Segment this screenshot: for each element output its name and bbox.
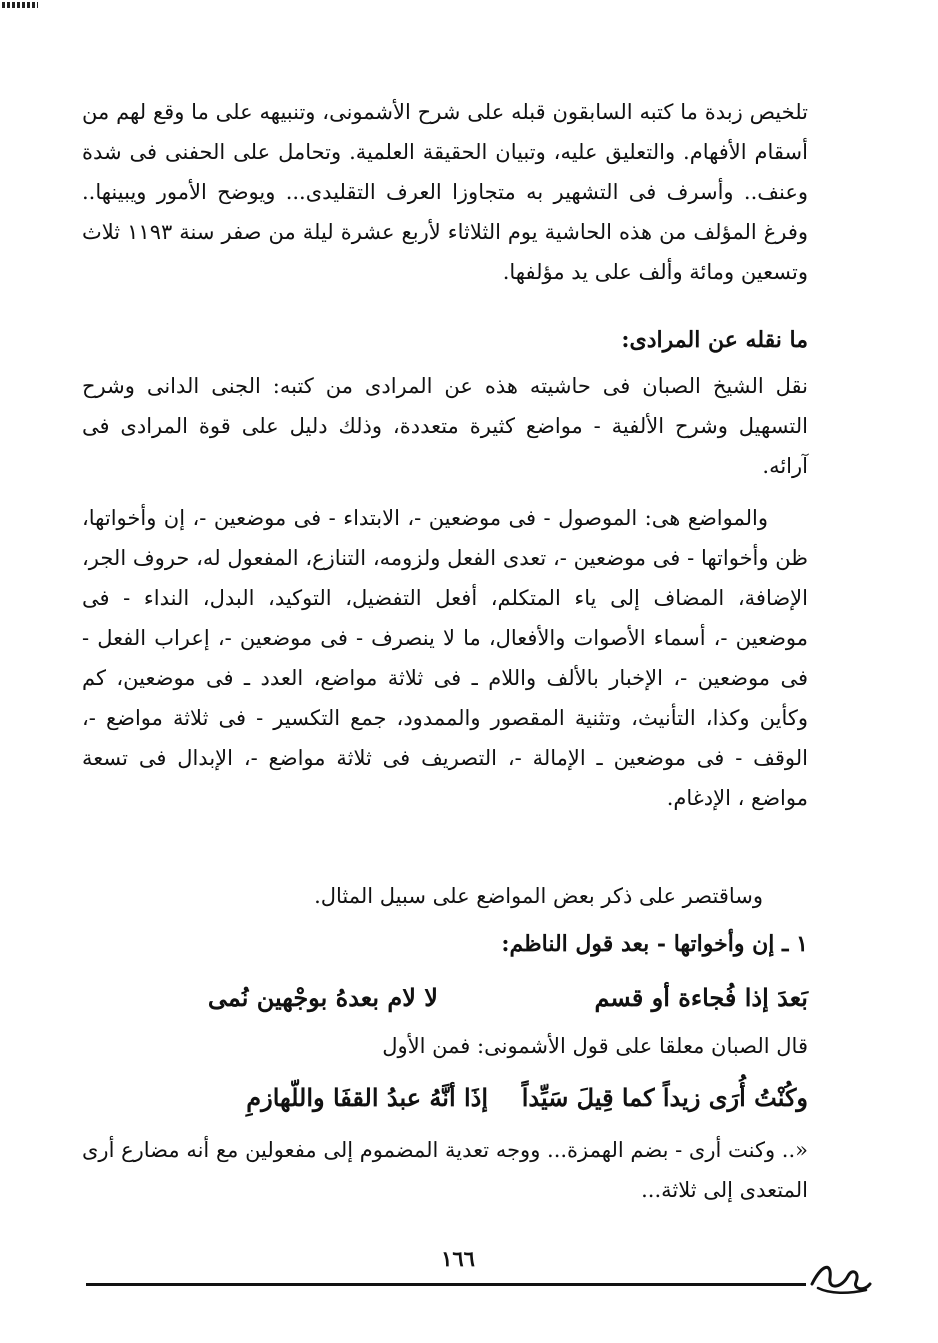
page-number: ١٦٦: [441, 1246, 475, 1271]
scan-artifact: [2, 2, 38, 8]
verse2-first-hemistich: وكُنْتُ أُرَى زيداً كما قِيلَ سَيِّداً: [521, 1083, 808, 1112]
intro-paragraph: تلخيص زبدة ما كتبه السابقون قبله على شرح الأشمونى، وتنبيهه على ما وقع لهم من أسقام الأفهام. والتعليق عليه، وتبيان الحقيقة العلمية. وتحامل على الحفنى فى شدة وعنف.. وأسرف فى التشهير به متجاوزا العرف التقليدى... ويوضح الأمور ويبينها.. وفرغ المؤلف من هذه الحاشية يوم الثلاثاء لأربع عشرة ليلة من صفر سنة ١١٩٣ ثلاث وتسعين ومائة وألف على يد مؤلفها.: [82, 100, 808, 284]
example-heading: ١ ـ إن وأخواتها - بعد قول الناظم:: [501, 931, 808, 957]
commentary-intro: قال الصبان معلقا على قول الأشمونى: فمن الأول: [382, 1034, 808, 1058]
footer-rule: [86, 1283, 806, 1286]
quotes-paragraph: نقل الشيخ الصبان فى حاشيته هذه عن المرادى من كتبه: الجنى الدانى وشرح التسهيل وشرح الألفية - مواضع كثيرة متعددة، وذلك دليل على قوة المرادى فى آرائه.: [82, 374, 808, 478]
closing-paragraph: «.. وكنت أرى - بضم الهمزة... ووجه تعدية المضموم إلى مفعولين مع أنه مضارع أرى المتعدى إلى ثلاثة...: [82, 1138, 808, 1202]
verse1-first-hemistich: بَعدَ إذا فُجاءة أو قسم: [594, 983, 808, 1012]
places-paragraph: والمواضع هى: الموصول - فى موضعين -، الابتداء - فى موضعين -، إن وأخواتها، ظن وأخواتها - فى موضعين -، تعدى الفعل ولزومه، التنازع، المفعول له، حروف الجر، الإضافة، المضاف إلى ياء المتكلم، أفعل التفضيل، التوكيد، البدل، النداء - فى موضعين -، أسماء الأصوات والأفعال، ما لا ينصرف - فى موضعين -، إعراب الفعل - فى موضعين -، الإخبار بالألف واللام ـ فى ثلاثة مواضع، العدد ـ فى موضعين، كم وكأين وكذا، التأنيث، وتثنية المقصور والممدود، جمع التكسير - فى ثلاثة مواضع -، الوقف - فى موضعين ـ الإمالة -، التصريف فى ثلاثة مواضع -، الإبدال فى تسعة مواضع ، الإدغام.: [82, 506, 808, 810]
signature-mark: [808, 1254, 872, 1300]
verse2-second-hemistich: إذَا أنَّهُ عبدُ القفَا واللّهازمِ: [246, 1083, 488, 1112]
section-heading: ما نقله عن المرادى:: [621, 327, 808, 353]
verse1-second-hemistich: لا لام بعدهُ بوجْهين نُمى: [207, 983, 438, 1012]
limit-sentence: وساقتصر على ذكر بعض المواضع على سبيل المثال.: [314, 884, 763, 908]
